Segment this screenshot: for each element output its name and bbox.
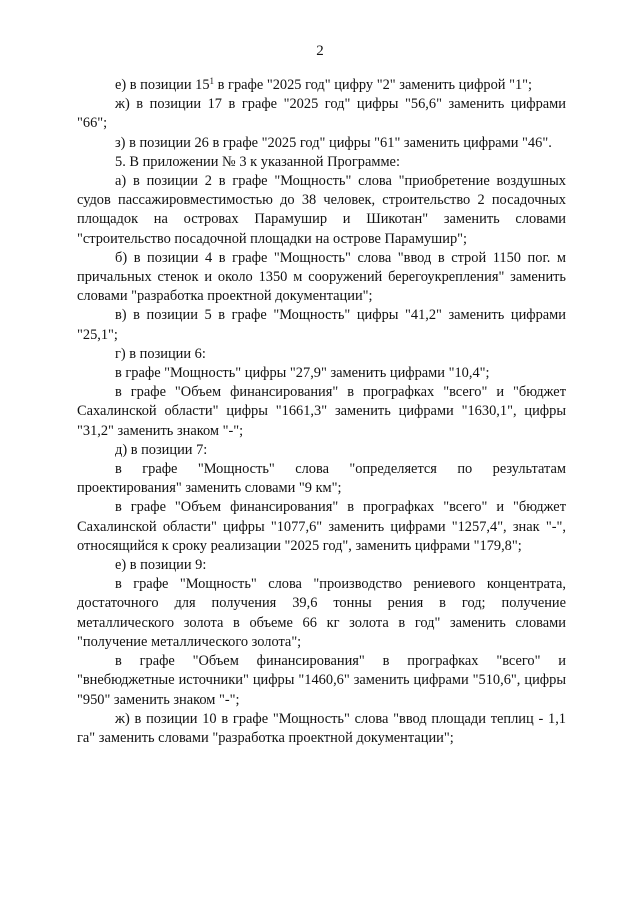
paragraph-e-capacity: в графе "Мощность" слова "производство рениевого концентрата, достаточного для получения 39,6 тонны рения в год; получение металлического золота в объеме 66 кг золота в год" заменить словами "получение металлического золота"; [77,576,566,650]
paragraph-item-v-position-5: в) в позиции 5 в графе "Мощность" цифры "41,2" заменить цифрами "25,1"; [77,307,566,343]
paragraph-section-5-heading: 5. В приложении № 3 к указанной Программе: [115,153,400,170]
paragraph-g-financing: в графе "Объем финансирования" в прографках "всего" и "бюджет Сахалинской области" цифры "1661,3" заменить цифрами "1630,1", цифры "31,2" заменить знаком "-"; [77,384,566,439]
paragraph-item-g-position-6: г) в позиции 6: [115,345,206,362]
paragraph-d-financing: в графе "Объем финансирования" в прографках "всего" и "бюджет Сахалинской области" цифры "1077,6" заменить цифрами "1257,4", знак "-", относящийся к сроку реализации "2025 год", заменить цифрами "179,8"; [77,499,566,554]
paragraph-tail: в графе "2025 год" цифру "2" заменить цифрой "1"; [214,77,533,93]
paragraph-lead: е) в позиции 15 [115,77,210,93]
paragraph-item-d-position-7: д) в позиции 7: [115,441,208,458]
paragraph-item-zh-position-17: ж) в позиции 17 в графе "2025 год" цифры "56,6" заменить цифрами "66"; [77,96,566,132]
paragraph-item-e-position-15 [77,76,566,95]
page-number: 2 [316,43,324,59]
paragraph-item-a-position-2: а) в позиции 2 в графе "Мощность" слова "приобретение воздушных судов пассажировместимостью до 38 человек, строительство 2 посадочных площадок на островах Парамушир и Шикотан" заменить словами "строительство посадочной площадки на острове Парамушир"; [77,173,566,247]
paragraph-item-zh-position-10: ж) в позиции 10 в графе "Мощность" слова "ввод площади теплиц - 1,1 га" заменить словами "разработка проектной документации"; [77,710,566,746]
document-body [77,76,566,748]
paragraph-item-z-position-26: з) в позиции 26 в графе "2025 год" цифры "61" заменить цифрами "46". [115,134,552,151]
paragraph-g-capacity: в графе "Мощность" цифры "27,9" заменить цифрами "10,4"; [115,365,490,382]
paragraph-d-capacity: в графе "Мощность" слова "определяется по результатам проектирования" заменить словами "9 км"; [77,461,566,497]
paragraph-e-financing: в графе "Объем финансирования" в прографках "всего" и "внебюджетные источники" цифры "1460,6" заменить цифрами "510,6", цифры "950" заменить знаком "-"; [77,653,566,708]
paragraph-item-e-position-9: е) в позиции 9: [115,557,207,574]
paragraph-item-b-position-4: б) в позиции 4 в графе "Мощность" слова "ввод в строй 1150 пог. м причальных стенок и около 1350 м сооружений берегоукрепления" заменить словами "разработка проектной документации"; [77,249,566,305]
superscript-index: 1 [209,76,215,86]
